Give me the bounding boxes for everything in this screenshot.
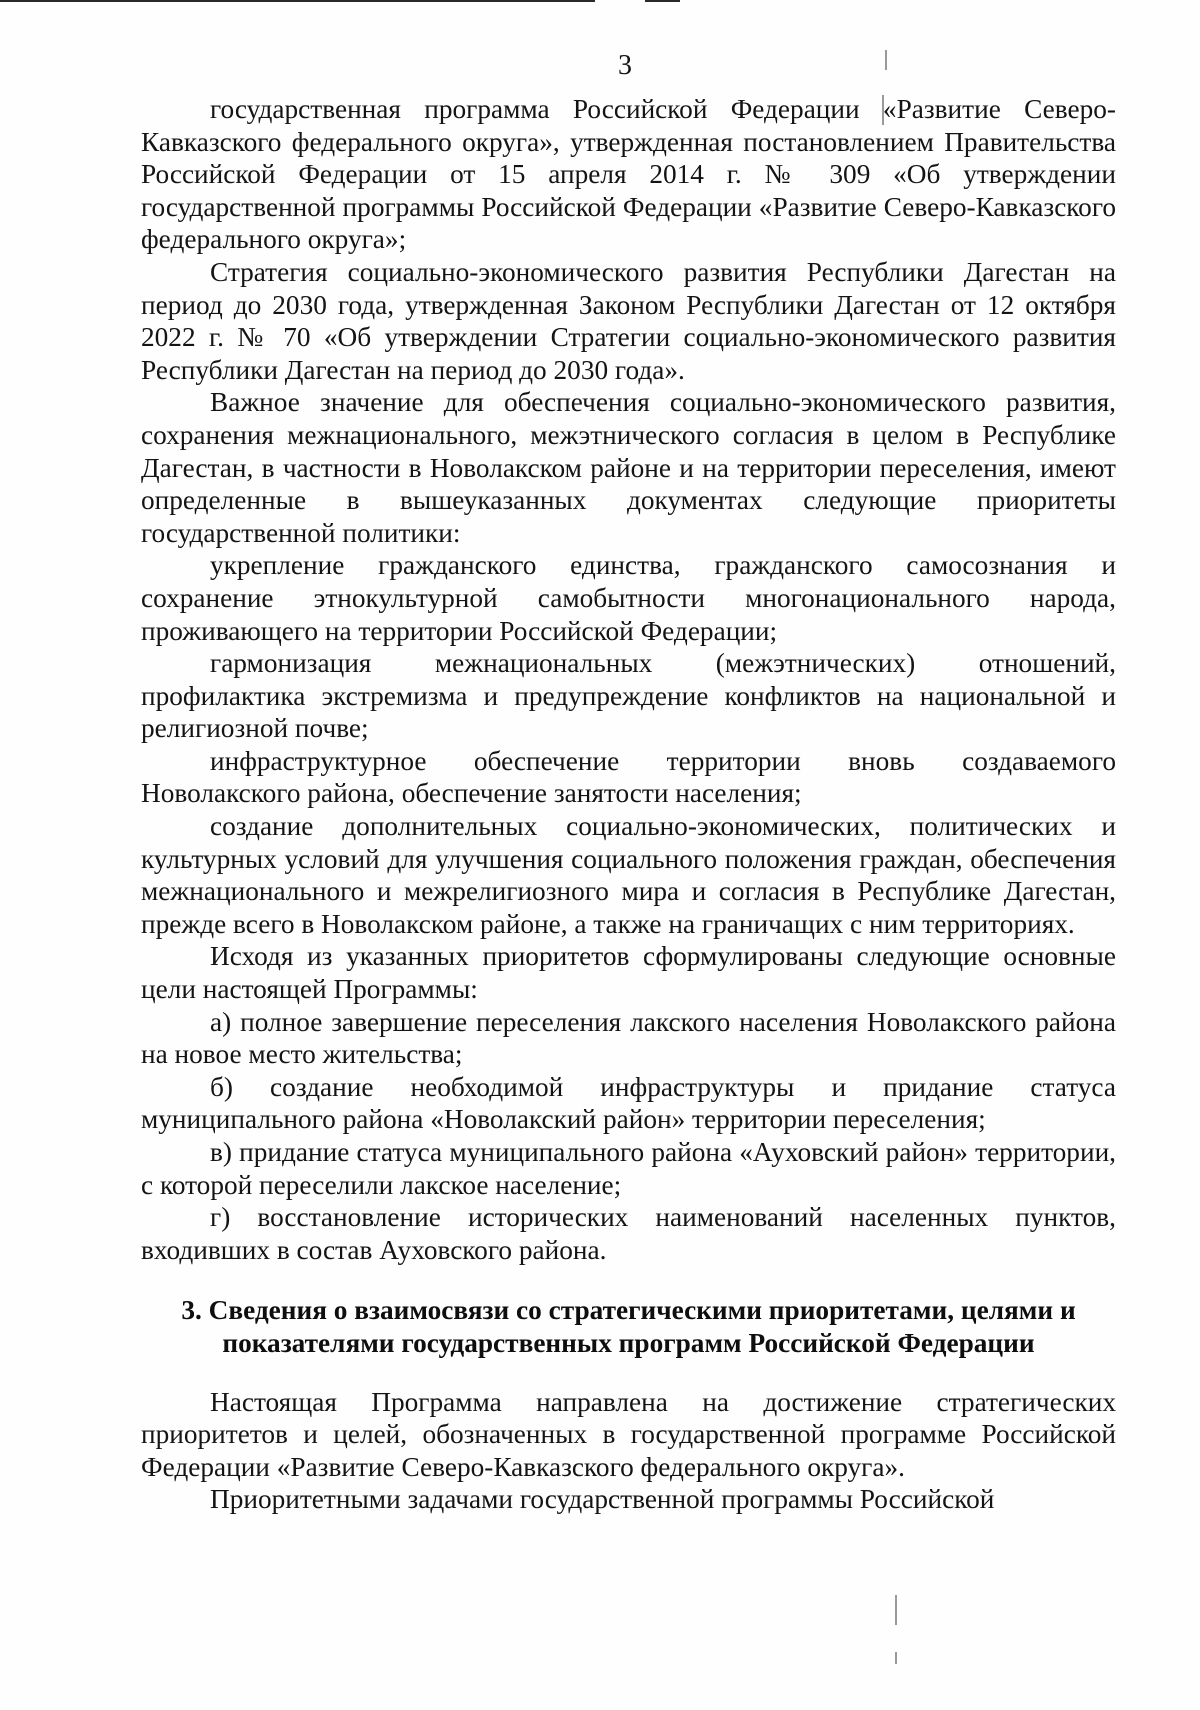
scan-top-edge-gap — [595, 0, 645, 3]
paragraph-goal-a: а) полное завершение переселения лакского населения Новолакского района на новое место жительства; — [141, 1006, 1116, 1070]
paragraph-priorities-intro: Важное значение для обеспечения социально-экономического развития, сохранения межнационального, межэтнического согласия в целом в Республике Дагестан, в частности в Новолакском районе и на территории переселения, имеют определенные в вышеуказанных документах следующие приоритеты государственной политики: — [141, 387, 1116, 548]
paragraph-state-program-reference: государственная программа Российской Федерации «Развитие Северо-Кавказского федерального округа», утвержденная постановлением Правительства Российской Федерации от 15 апреля 2014 г. № 309 «Об утверждении государственной программы Российской Федерации «Развитие Северо-Кавказского федерального округа»; — [141, 94, 1116, 255]
paragraph-goal-c: в) придание статуса муниципального района «Ауховский район» территории, с которой переселили лакское население; — [141, 1137, 1116, 1200]
paragraph-goal-b: б) создание необходимой инфраструктуры и придание статуса муниципального района «Новолакский район» территории переселения; — [141, 1071, 1116, 1135]
scan-top-edge-line — [0, 0, 680, 2]
paragraph-strategy-reference: Стратегия социально-экономического развития Республики Дагестан на период до 2030 года, утвержденная Законом Республики Дагестан от 12 октября 2022 г. № 70 «Об утверждении Стратегии социально-экономического развития Республики Дагестан на период до 2030 года». — [141, 256, 1116, 385]
paragraph-priority-infrastructure: инфраструктурное обеспечение территории вновь создаваемого Новолакского района, обеспечение занятости населения; — [141, 745, 1116, 809]
paragraph-goals-intro: Исходя из указанных приоритетов сформулированы следующие основные цели настоящей Программы: — [141, 941, 1116, 1005]
paragraph-priority-additional-conditions: создание дополнительных социально-экономических, политических и культурных условий для улучшения социального положения граждан, обеспечения межнационального и межрелигиозного мира и согласия в Республике Дагестан, прежде всего в Новолакском районе, а также на граничащих с ним территориях. — [141, 811, 1116, 939]
paragraph-priority-interethnic-harmony: гармонизация межнациональных (межэтнических) отношений, профилактика экстремизма и предупреждение конфликтов на национальной и религиозной почве; — [141, 648, 1116, 744]
document-body — [141, 93, 1116, 1516]
page-number: 3 — [618, 50, 632, 81]
section-heading: 3. Сведения о взаимосвязи со стратегическими приоритетами, целями и показателями государственных программ Российской Федерации — [181, 1295, 1076, 1358]
scan-artifact-mark — [895, 1595, 897, 1625]
scan-artifact-mark — [895, 1652, 897, 1664]
paragraph-priority-tasks: Приоритетными задачами государственной программы Российской — [210, 1484, 995, 1515]
paragraph-program-aim: Настоящая Программа направлена на достижение стратегических приоритетов и целей, обозначенных в государственной программе Российской Федерации «Развитие Северо-Кавказского федерального округа». — [141, 1386, 1116, 1482]
paragraph-goal-d: г) восстановление исторических наименований населенных пунктов, входивших в состав Ауховского района. — [141, 1202, 1116, 1265]
paragraph-priority-civic-unity: укрепление гражданского единства, гражданского самосознания и сохранение этнокультурной самобытности многонационального народа, проживающего на территории Российской Федерации; — [141, 550, 1116, 646]
